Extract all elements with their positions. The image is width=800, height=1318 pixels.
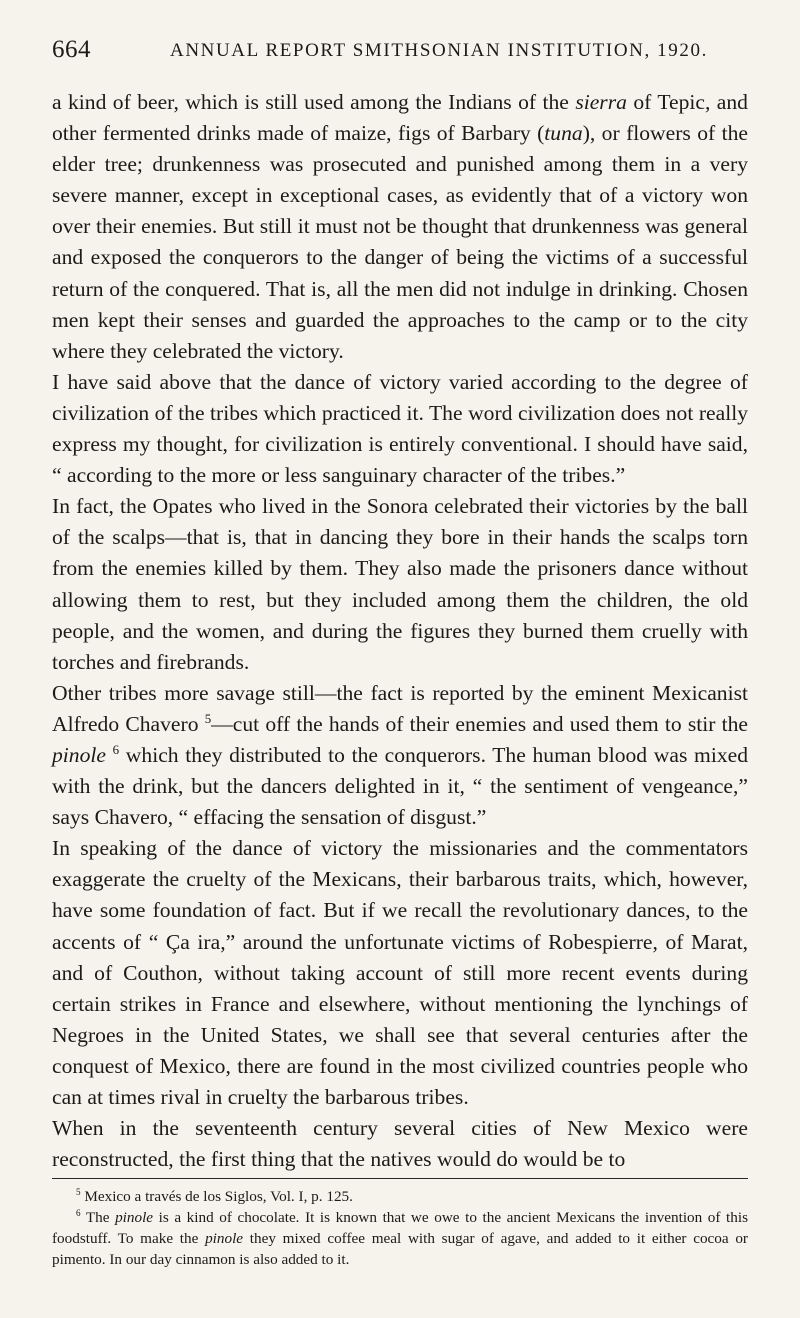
text-run [106, 743, 113, 767]
text-run: ), or flowers of the elder tree; drunkenness was prosecuted and punished among them in a very severe manner, except in exceptional cases, as evidently that of a victory won over their enemies. But still it must not be thought that drunkenness was general and exposed the conquerors to the danger of being the victims of a successful return of the conquered. That is, all the men did not indulge in drinking. Chosen men kept their senses and guarded the approaches to the camp or to the city where they celebrated the victory. [52, 121, 748, 363]
italic-term: sierra [575, 90, 627, 114]
paragraph [52, 491, 748, 678]
footnote-marker: 6 [112, 741, 120, 757]
italic-term: tuna [544, 121, 583, 146]
italic-term: pinole [52, 742, 106, 767]
running-head: ANNUAL REPORT SMITHSONIAN INSTITUTION, 1920. [170, 40, 708, 61]
footnote-marker: 6 [76, 1207, 81, 1218]
body-text [52, 87, 748, 1175]
text-run: In fact, the Opates who lived in the Sonora celebrated their victories by the ball of the scalps—that is, that in dancing they bore in their hands the scalps torn from the enemies killed by them. They also made the prisoners dance without allowing them to rest, but they included among them the children, the old people, and the women, and during the figures they burned them cruelly with torches and firebrands. [52, 494, 748, 674]
text-run: Mexico a través de los Siglos, Vol. I, p. 125. [80, 1188, 353, 1205]
page-header [52, 36, 748, 68]
text-run: I have said above that the dance of victory varied according to the degree of civilization of the tribes which practiced it. The word civilization does not really express my thought, for civilization is entirely conventional. I should have said, “ according to the more or less sanguinary character of the tribes.” [52, 369, 748, 488]
text-run: is a kind of chocolate. It is known that we owe to the ancient Mexicans the invention of this foodstuff. To make the [52, 1209, 748, 1247]
footnotes [52, 1186, 748, 1270]
paragraph [52, 1113, 748, 1175]
footnote-divider [52, 1178, 748, 1179]
text-run: of Tepic, and other fermented drinks made of maize, figs of Barbary ( [52, 90, 748, 146]
text-run: which they distributed to the conquerors. The human blood was mixed with the drink, but the dancers delighted in it, “ the sentiment of vengeance,” says Chavero, “ effacing the sensation of disgust.” [52, 742, 748, 830]
page-number: 664 [52, 36, 91, 63]
footnote [52, 1207, 748, 1270]
paragraph [52, 678, 748, 833]
text-run: Other tribes more savage still—the fact is reported by the eminent Mexicanist Alfredo Chavero [52, 680, 748, 736]
text-run: —cut off the hands of their enemies and used them to stir the [211, 711, 748, 736]
text-run: a kind of beer, which is still used among the Indians of the [52, 90, 576, 114]
footnote-marker: 5 [204, 710, 212, 726]
paragraph [52, 833, 748, 1113]
text-run: The [80, 1209, 116, 1226]
italic-term: pinole [115, 1209, 154, 1226]
footnote [52, 1186, 748, 1207]
text-run: they mixed coffee meal with sugar of agave, and added to it either cocoa or pimento. In our day cinnamon is also added to it. [52, 1230, 748, 1268]
paragraph [52, 367, 748, 491]
paragraph [52, 87, 748, 367]
footnote-marker: 5 [76, 1186, 81, 1197]
text-run: When in the seventeenth century several cities of New Mexico were reconstructed, the first thing that the natives would do would be to [52, 1116, 748, 1172]
text-run: In speaking of the dance of victory the missionaries and the commentators exaggerate the cruelty of the Mexicans, their barbarous traits, which, however, have some foundation of fact. But if we recall the revolutionary dances, to the accents of “ Ça ira,” around the unfortunate victims of Robespierre, of Marat, and of Couthon, without taking account of still more recent events during certain strikes in France and elsewhere, without mentioning the lynchings of Negroes in the United States, we shall see that several centuries after the conquest of Mexico, there are found in the most civilized countries people who can at times rival in cruelty the barbarous tribes. [52, 836, 748, 1109]
italic-term: pinole [205, 1230, 244, 1247]
